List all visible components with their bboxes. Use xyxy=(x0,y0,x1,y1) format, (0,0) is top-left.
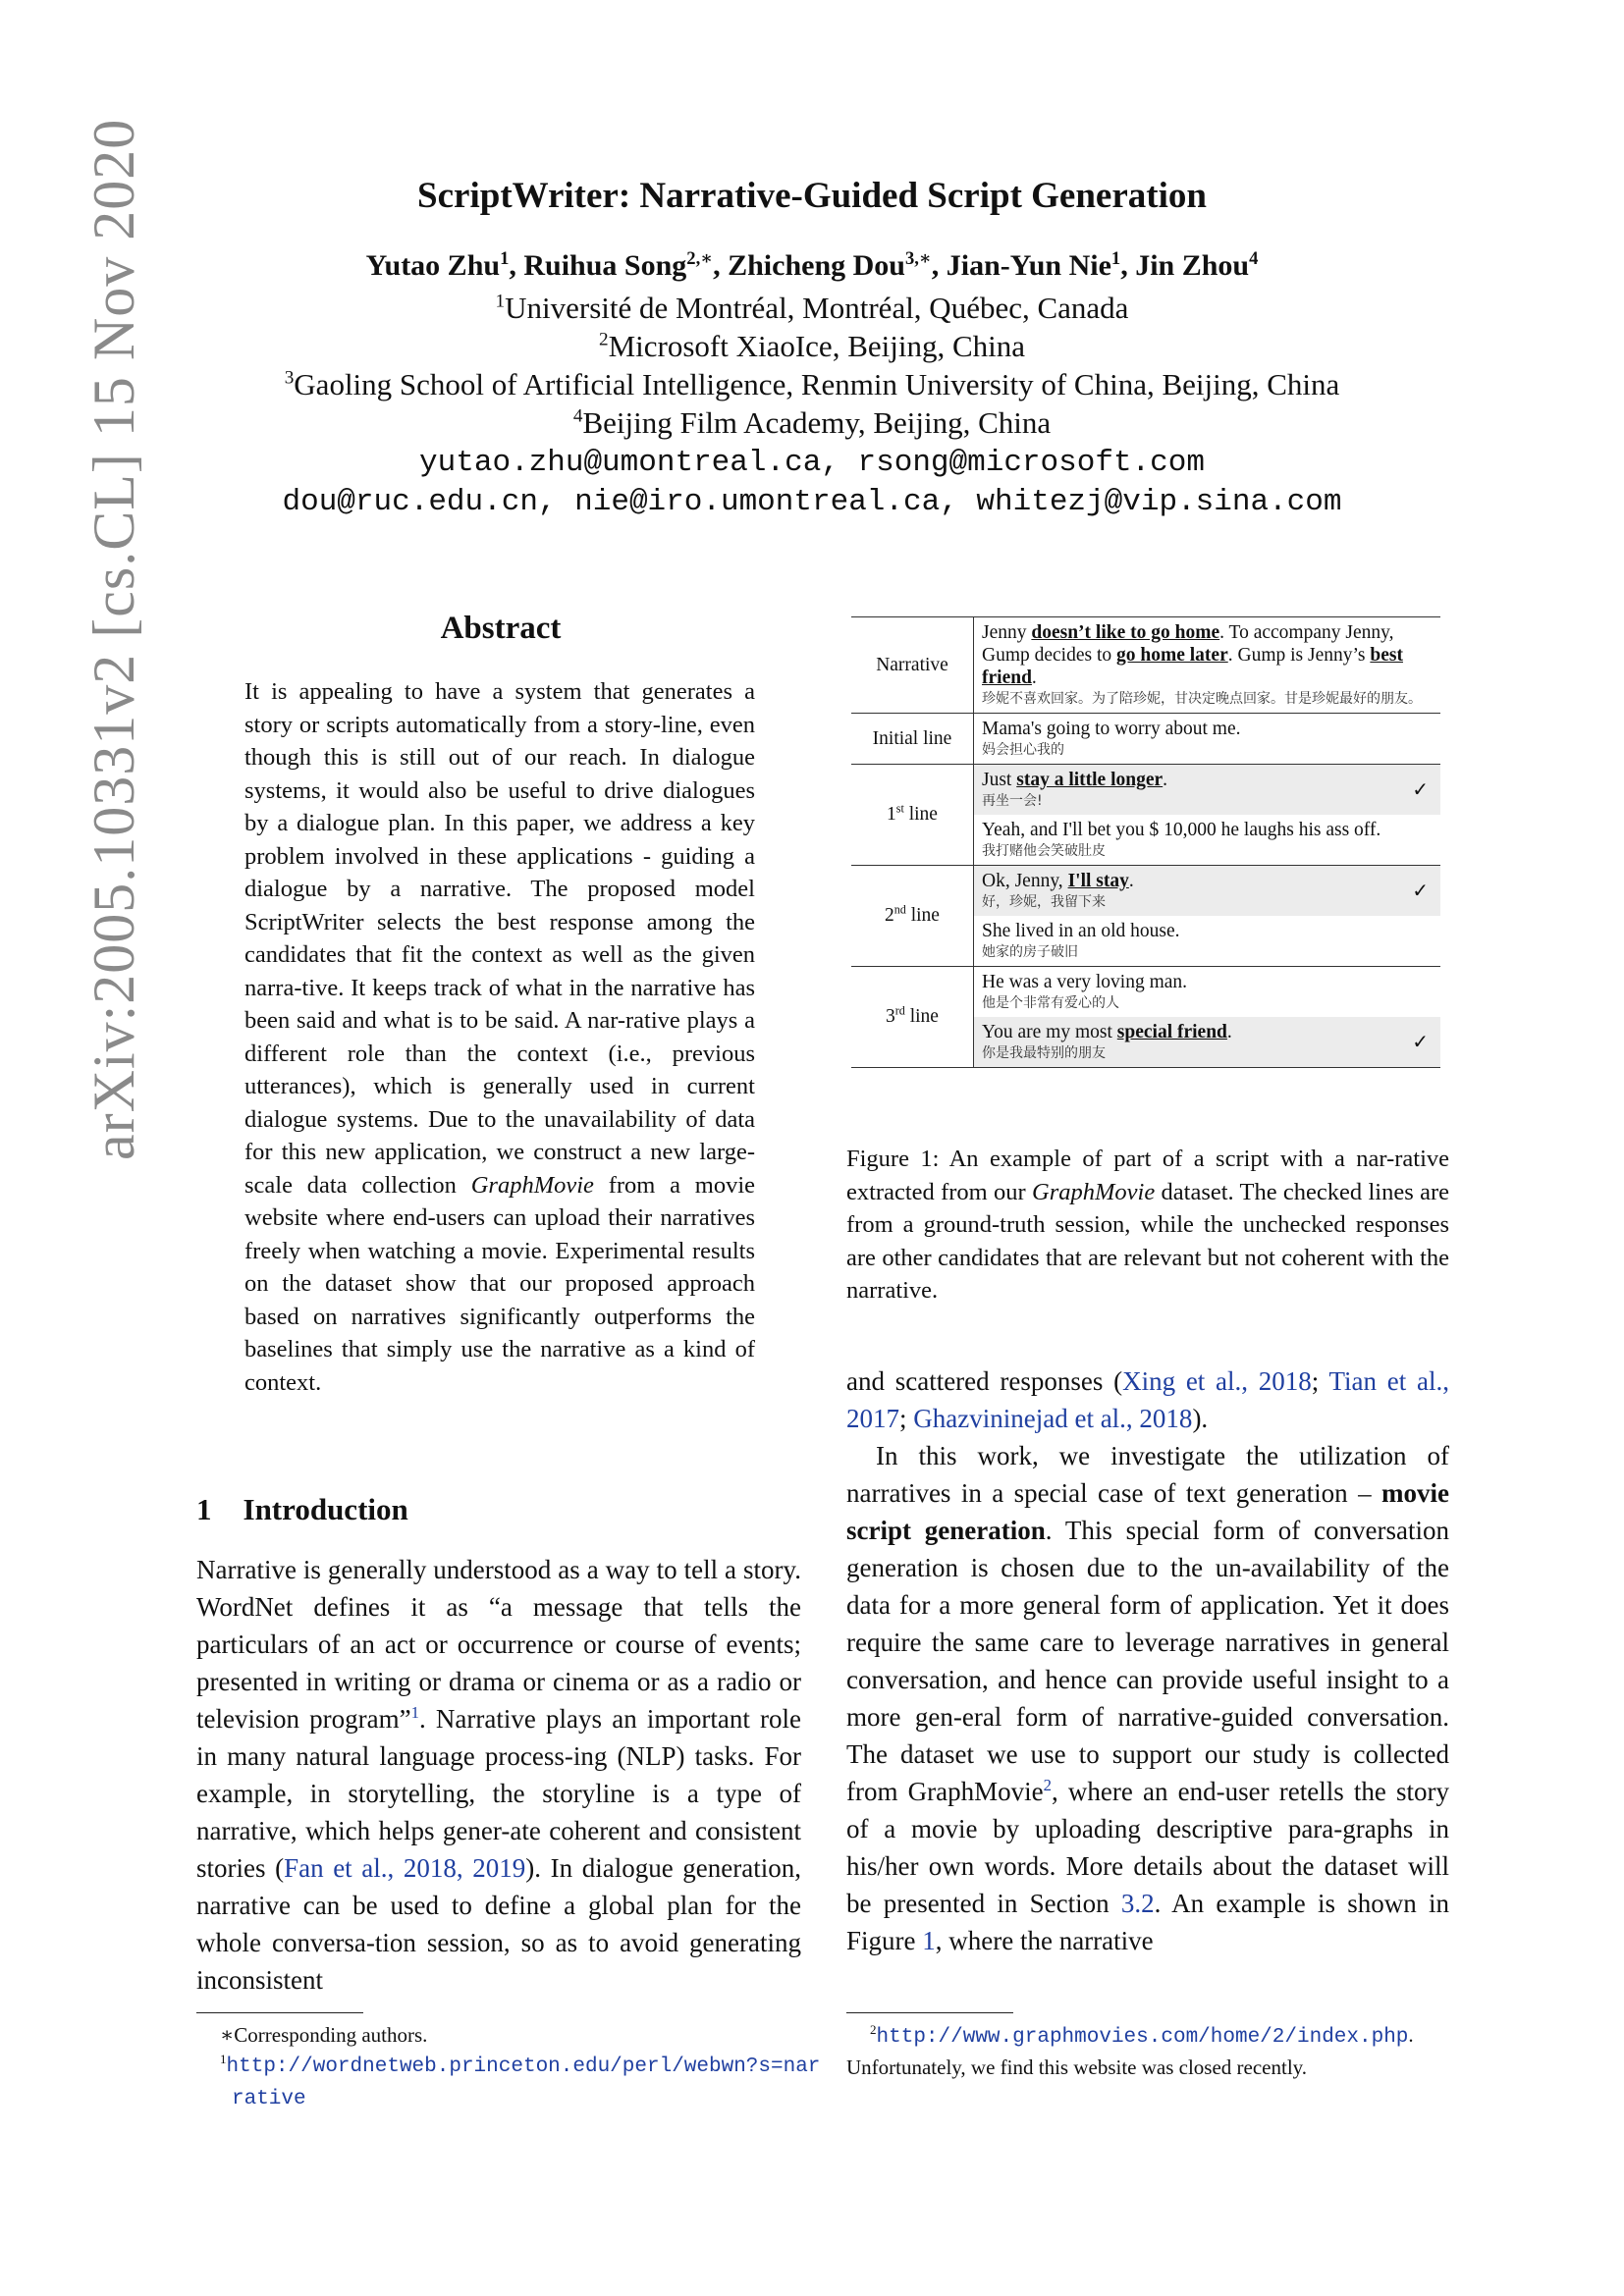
table-row xyxy=(851,765,1440,866)
candidate-response: Just stay a little longer. 再坐一会! ✓ xyxy=(974,765,1440,815)
body-text: ). In dialogue generation, narrative can be used to define a global plan for the whole conversa-tion session, so as to avoid generating inconsistent xyxy=(196,1853,801,1995)
intro-paragraph xyxy=(196,1551,801,1999)
author-mark: 2,∗ xyxy=(686,248,714,269)
table-row xyxy=(851,967,1440,1068)
footnote-url[interactable]: http://wordnetweb.princeton.edu/perl/webwn?s=narrative xyxy=(226,2056,821,2110)
paper-title: ScriptWriter: Narrative-Guided Script Generation xyxy=(417,176,1207,216)
figure-caption: Figure 1: An example of part of a script with a nar-rative extracted from our GraphMovie dataset. The checked lines are from a ground-truth session, while the unchecked responses are other candidates that are relevant but not coherent with the narrative. xyxy=(846,1146,1449,1304)
footnote-rule xyxy=(846,2012,1013,2013)
underlined-phrase: best friend xyxy=(982,645,1403,688)
candidate-response: You are my most special friend. 你是我最特别的朋友 ✓ xyxy=(974,1017,1440,1067)
author-name: Jin Zhou xyxy=(1135,249,1250,282)
affiliation-text: Université de Montréal, Montréal, Québec, Canada xyxy=(505,291,1129,325)
footnote-mark: 2 xyxy=(870,2022,877,2037)
affiliation-mark: 3 xyxy=(284,367,295,389)
affiliation-mark: 2 xyxy=(598,329,609,350)
author-mark: 1 xyxy=(500,248,510,269)
right-column-body xyxy=(846,1362,1449,1959)
footnote-rule xyxy=(196,2012,363,2013)
author-name: Ruihua Song xyxy=(523,249,687,282)
row-label: Initial line xyxy=(851,714,974,765)
corresponding-note: ∗Corresponding authors. xyxy=(220,2023,428,2047)
figure-ref-link[interactable]: 1 xyxy=(922,1926,936,1955)
row-content xyxy=(974,714,1441,765)
checkmark-icon: ✓ xyxy=(1412,776,1429,801)
abstract-heading: Abstract xyxy=(440,611,562,646)
email-line: yutao.zhu@umontreal.ca, rsong@microsoft.com xyxy=(419,446,1205,480)
footnote-2 xyxy=(846,2020,1455,2082)
candidate-response: He was a very loving man. 他是个非常有爱心的人 xyxy=(974,967,1440,1017)
chinese-translation: 她家的房子破旧 xyxy=(982,944,1078,960)
table-row xyxy=(851,714,1440,765)
turn-candidates xyxy=(974,765,1441,866)
citation-link[interactable]: Ghazvininejad et al., 2018 xyxy=(913,1404,1193,1433)
dataset-name: GraphMovie xyxy=(1032,1178,1156,1205)
section-title: Introduction xyxy=(243,1492,408,1526)
figure-table xyxy=(851,616,1440,1068)
table-row xyxy=(851,617,1440,714)
chinese-translation: 好，珍妮，我留下来 xyxy=(982,894,1106,910)
affiliation xyxy=(0,291,1624,326)
turn-label: 2nd line xyxy=(851,866,974,967)
paragraph: In this work, we investigate the utilization of narratives in a special case of text generation – movie script generation. This special form of conversation generation is chosen due to the un-availability of the data for a more general form of application. Yet it does require the same care to leverage narratives in general conversation, and hence can provide useful insight to a more gen-eral form of narrative-guided conversation. The dataset we use to support our study is collected from GraphMovie$^2$, where an end-user retells the story of a movie by uploading descriptive para-graphs in his/her own words. More details about the dataset will be presented in Section 3.2. An example is shown in Figure 1, where the narrative xyxy=(846,1441,1450,1955)
chinese-translation: 妈会担心我的 xyxy=(982,742,1064,758)
footnote-ref[interactable]: 2 xyxy=(1043,1776,1052,1794)
arxiv-identifier: arXiv:2005.10331v2 [cs.CL] 15 Nov 2020 xyxy=(81,118,146,1160)
chinese-translation: 我打赌他会笑破肚皮 xyxy=(982,843,1106,859)
narrative-text: Jenny doesn’t like to go home. To accompany Jenny, Gump decides to go home later. Gump is Jenny’s best friend. xyxy=(982,622,1403,688)
author-mark: 1 xyxy=(1110,248,1121,269)
footnote-1 xyxy=(196,2050,825,2114)
emphasis: movie script generation xyxy=(846,1478,1449,1545)
affiliation-mark: 4 xyxy=(572,405,583,427)
row-content xyxy=(974,617,1441,714)
paragraph: and scattered responses (Xing et al., 2018; Tian et al., 2017; Ghazvininejad et al., 2018). xyxy=(846,1366,1449,1433)
turn-label: 3rd line xyxy=(851,967,974,1068)
checkmark-icon: ✓ xyxy=(1412,878,1429,902)
underlined-phrase: doesn’t like to go home xyxy=(1031,622,1220,643)
chinese-translation: 他是个非常有爱心的人 xyxy=(982,995,1119,1011)
affiliation-text: Beijing Film Academy, Beijing, China xyxy=(582,405,1052,440)
chinese-translation: 珍妮不喜欢回家。为了陪珍妮，甘决定晚点回家。甘是珍妮最好的朋友。 xyxy=(982,691,1422,707)
body-text: Narrative is generally understood as a way to tell a story. WordNet defines it as “a message that tells the particulars of an act or occurrence or course of events; presented in writing or drama or cinema or as a radio or television program” xyxy=(196,1555,801,1734)
abstract-body xyxy=(244,675,755,1399)
candidate-response: Ok, Jenny, I'll stay. 好，珍妮，我留下来 ✓ xyxy=(974,866,1440,916)
footnote-mark: 1 xyxy=(220,2052,227,2066)
section-heading xyxy=(196,1492,408,1527)
candidate-response: She lived in an old house. 她家的房子破旧 xyxy=(974,916,1440,966)
author-mark: 4 xyxy=(1249,248,1259,269)
footnotes-right xyxy=(846,2020,1455,2082)
row-label: Narrative xyxy=(851,617,974,714)
affiliation xyxy=(0,405,1624,441)
affiliation-mark: 1 xyxy=(495,291,506,312)
author-name: Jian-Yun Nie xyxy=(946,249,1111,282)
author-name: Yutao Zhu xyxy=(365,249,501,282)
affiliation xyxy=(0,367,1624,402)
initial-line-cell xyxy=(974,714,1440,764)
narrative-cell xyxy=(974,617,1440,713)
author-mark: 3,∗ xyxy=(904,248,932,269)
section-number: 1 xyxy=(196,1492,212,1526)
author-name: Zhicheng Dou xyxy=(728,249,905,282)
chinese-translation: 再坐一会! xyxy=(982,793,1043,809)
checkmark-icon: ✓ xyxy=(1412,1029,1429,1053)
section-ref-link[interactable]: 3.2 xyxy=(1120,1889,1155,1918)
chinese-translation: 你是我最特别的朋友 xyxy=(982,1045,1106,1061)
citation-link[interactable]: Tian et al., 2017 xyxy=(846,1366,1449,1433)
turn-label: 1st line xyxy=(851,765,974,866)
turn-candidates xyxy=(974,967,1441,1068)
citation-link[interactable]: Xing et al., 2018 xyxy=(1122,1366,1312,1396)
abstract-text: It is appealing to have a system that generates a story or scripts automatically from a story-line, even though this is still out of our reach. In dialogue systems, it would also be useful to drive dialogues by a dialogue plan. In this paper, we address a key problem involved in these applications - guiding a dialogue by a narrative. The proposed model ScriptWriter selects the best response among the candidates that fit the context as well as the given narra-tive. It keeps track of what in the narrative has been said and what is to be said. A nar-rative plays a different role than the context (i.e., previous utterances), which is generally used in current dialogue systems. Due to the unavailability of data for this new application, we construct a new large-scale data collection xyxy=(244,678,755,1199)
candidate-response: Yeah, and I'll bet you $ 10,000 he laughs his ass off. 我打赌他会笑破肚皮 xyxy=(974,815,1440,865)
affiliation xyxy=(0,329,1624,364)
dataset-name: GraphMovie xyxy=(470,1171,594,1199)
abstract-text: from a movie website where end-users can upload their narratives freely when watching a movie. Experimental results on the dataset show that our proposed approach based on narratives significantly outperforms the baselines that simply use the narrative as a kind of context. xyxy=(244,1171,755,1396)
footnote-ref[interactable]: 1 xyxy=(410,1703,419,1722)
affiliation-text: Gaoling School of Artificial Intelligence, Renmin University of China, Beijing, China xyxy=(294,367,1340,401)
underlined-phrase: go home later xyxy=(1116,645,1228,666)
english-line: Mama's going to worry about me. xyxy=(982,719,1241,739)
email-line: dou@ruc.edu.cn, nie@iro.umontreal.ca, whitezj@vip.sina.com xyxy=(282,485,1342,519)
body-text: . Narrative plays an important role in many natural language process-ing (NLP) tasks. For example, in storytelling, the storyline is a type of narrative, which helps gener-ate coherent and consistent stories ( xyxy=(196,1704,802,1883)
citation-link[interactable]: Fan et al., 2018, 2019 xyxy=(284,1853,526,1883)
footnote-url[interactable]: http://www.graphmovies.com/home/2/index.php xyxy=(876,2026,1409,2049)
turn-candidates xyxy=(974,866,1441,967)
footnotes-left xyxy=(196,2020,825,2114)
affiliation-text: Microsoft XiaoIce, Beijing, China xyxy=(608,329,1026,363)
footnote-text: . Unfortunately, we find this website was closed recently. xyxy=(846,2023,1414,2079)
table-row xyxy=(851,866,1440,967)
author-list: Yutao Zhu$^1$, Ruihua Song$^{2,∗}$, Zhicheng Dou$^{3,∗}$, Jian-Yun Nie$^1$, Jin Zhou$^4$ xyxy=(365,248,1259,282)
